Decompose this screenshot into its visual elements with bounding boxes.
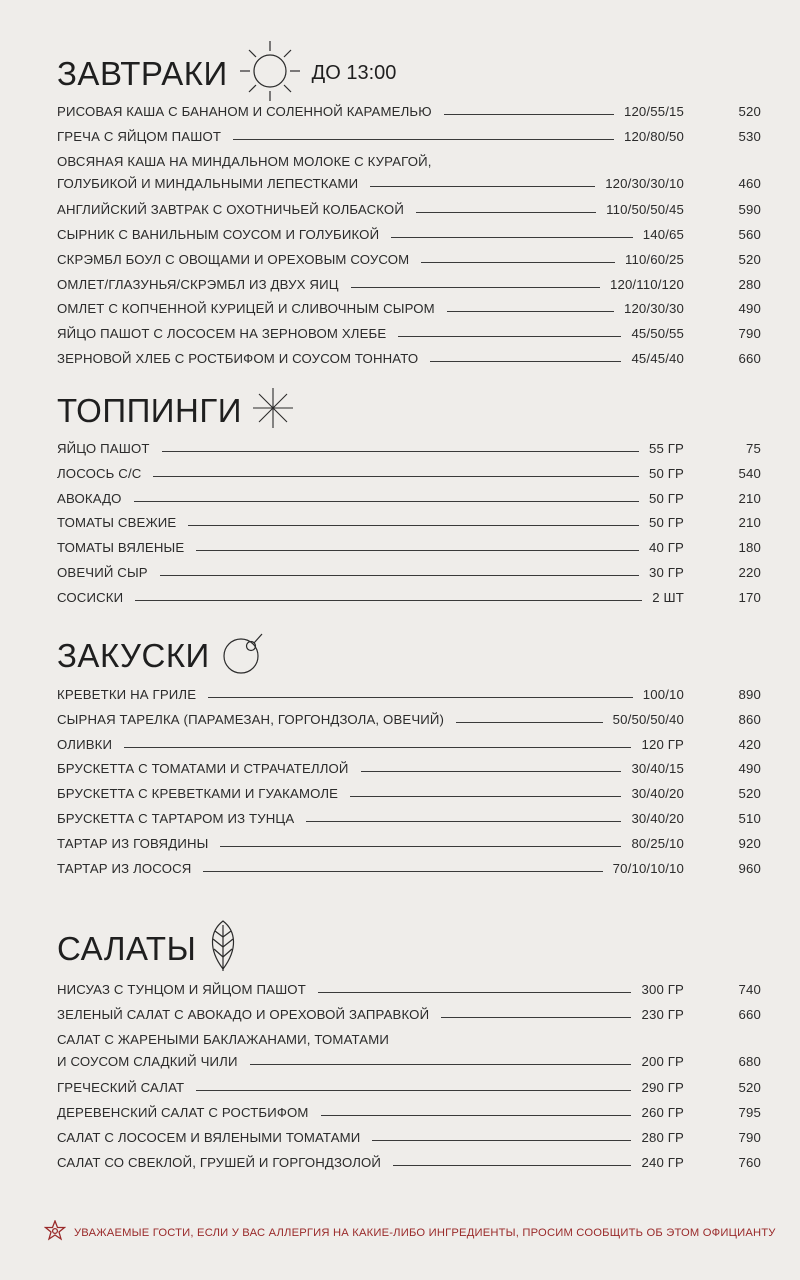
menu-item-name: СОСИСКИ — [57, 587, 129, 609]
dotted-leader — [188, 525, 639, 526]
menu-item — [57, 249, 761, 271]
dotted-leader — [233, 139, 614, 140]
menu-item-portion: 120/30/30 — [623, 301, 684, 317]
sparkle-icon — [252, 387, 294, 434]
menu-item-price: 960 — [738, 860, 761, 876]
dotted-leader — [430, 361, 621, 362]
menu-item-price: 560 — [738, 227, 761, 242]
menu-item-portion: 45/50/55 — [631, 326, 684, 342]
menu-item-price: 520 — [738, 104, 761, 119]
menu-item-price: 460 — [738, 175, 761, 191]
menu-item-name: ЗЕЛЕНЫЙ САЛАТ С АВОКАДО И ОРЕХОВОЙ ЗАПРАВКОЙ — [57, 1004, 435, 1026]
menu-item-price: 420 — [738, 736, 761, 752]
menu-item-name: ОВСЯНАЯ КАША НА МИНДАЛЬНОМ МОЛОКЕ С КУРАГОЙ, — [57, 151, 438, 173]
menu-item-name: ГРЕЧЕСКИЙ САЛАТ — [57, 1077, 190, 1099]
menu-item — [57, 348, 761, 370]
menu-item — [57, 274, 761, 296]
dotted-leader — [391, 237, 633, 238]
menu-item — [57, 858, 761, 880]
dotted-leader — [370, 186, 595, 187]
section-header — [57, 53, 396, 93]
menu-item — [57, 1102, 761, 1124]
section-note: ДО 13:00 — [311, 61, 397, 84]
menu-item-price: 740 — [738, 982, 761, 997]
menu-item-price: 520 — [738, 251, 761, 267]
menu-item-price: 790 — [738, 1129, 761, 1145]
menu-item — [57, 101, 761, 123]
menu-item-price: 790 — [738, 326, 761, 342]
menu-item — [57, 833, 761, 855]
dotted-leader — [208, 697, 633, 698]
menu-item-price: 170 — [738, 589, 761, 605]
menu-item-name: ОВЕЧИЙ СЫР — [57, 562, 154, 584]
menu-item-portion: 120/55/15 — [623, 104, 684, 119]
menu-item-portion: 260 ГР — [641, 1105, 684, 1120]
menu-item-price: 210 — [738, 490, 761, 506]
dotted-leader — [350, 796, 621, 797]
menu-item — [57, 979, 761, 1001]
menu-item-portion: 2 ШТ — [652, 589, 684, 605]
menu-item-name: ТОМАТЫ СВЕЖИЕ — [57, 512, 182, 534]
menu-item-portion: 140/65 — [642, 227, 684, 242]
section-header — [57, 635, 266, 675]
dotted-leader — [160, 575, 639, 576]
dotted-leader — [351, 287, 600, 288]
menu-item — [57, 709, 761, 731]
menu-item-price: 860 — [738, 711, 761, 727]
menu-item-name: РИСОВАЯ КАША С БАНАНОМ И СОЛЕННОЙ КАРАМЕЛЬЮ — [57, 101, 438, 123]
menu-item-price: 490 — [738, 761, 761, 777]
menu-item — [57, 1077, 761, 1099]
menu-item — [57, 783, 761, 805]
menu-item-name: ЛОСОСЬ С/С — [57, 463, 147, 485]
menu-item — [57, 1152, 761, 1174]
allergy-notice-text: УВАЖАЕМЫЕ ГОСТИ, ЕСЛИ У ВАС АЛЛЕРГИЯ НА КАКИЕ-ЛИБО ИНГРЕДИЕНТЫ, ПРОСИМ СООБЩИТЬ ОБ ЭТОМ ОФИЦИАНТУ — [74, 1226, 776, 1239]
menu-item-name: ГРЕЧА С ЯЙЦОМ ПАШОТ — [57, 126, 227, 148]
menu-item-price: 540 — [738, 465, 761, 481]
menu-item-portion: 45/45/40 — [631, 351, 684, 366]
dotted-leader — [398, 336, 621, 337]
menu-item-name: СКРЭМБЛ БОУЛ С ОВОЩАМИ И ОРЕХОВЫМ СОУСОМ — [57, 249, 415, 271]
menu-item-portion: 30/40/15 — [631, 761, 684, 777]
dotted-leader — [134, 501, 639, 502]
menu-item — [57, 734, 761, 756]
menu-item-portion: 70/10/10/10 — [612, 860, 684, 876]
menu-item-name: НИСУАЗ С ТУНЦОМ И ЯЙЦОМ ПАШОТ — [57, 979, 312, 1001]
menu-item-price: 180 — [738, 540, 761, 556]
menu-item-name: ЯЙЦО ПАШОТ С ЛОСОСЕМ НА ЗЕРНОВОМ ХЛЕБЕ — [57, 323, 392, 345]
dotted-leader — [444, 114, 614, 115]
menu-item-price: 760 — [738, 1154, 761, 1170]
menu-item — [57, 808, 761, 830]
menu-item-price: 280 — [738, 276, 761, 292]
menu-item-portion: 100/10 — [642, 687, 684, 702]
dotted-leader — [321, 1115, 632, 1116]
menu-item-price: 530 — [738, 128, 761, 144]
menu-item-name: БРУСКЕТТА С ТАРТАРОМ ИЗ ТУНЦА — [57, 808, 300, 830]
section-header — [57, 928, 240, 968]
menu-item-portion: 40 ГР — [648, 540, 684, 556]
section-title: ЗАВТРАКИ — [57, 54, 228, 92]
menu-item-name: САЛАТ С ЛОСОСЕМ И ВЯЛЕНЫМИ ТОМАТАМИ — [57, 1127, 366, 1149]
allergy-notice — [44, 1220, 776, 1245]
menu-item-name-line2: И СОУСОМ СЛАДКИЙ ЧИЛИ — [57, 1053, 238, 1069]
menu-item-price: 660 — [738, 1006, 761, 1022]
dotted-leader — [441, 1017, 631, 1018]
menu-item-price: 75 — [746, 441, 761, 456]
menu-item-portion: 110/50/50/45 — [606, 202, 684, 218]
menu-item-portion: 50/50/50/40 — [612, 711, 684, 727]
dotted-leader — [306, 821, 621, 822]
menu-item — [57, 758, 761, 780]
menu-item-name: ДЕРЕВЕНСКИЙ САЛАТ С РОСТБИФОМ — [57, 1102, 315, 1124]
dotted-leader — [421, 262, 615, 263]
menu-item-price: 890 — [738, 687, 761, 702]
menu-item-name: АВОКАДО — [57, 488, 128, 510]
menu-item — [57, 298, 761, 320]
menu-item-name: ОЛИВКИ — [57, 734, 118, 756]
menu-item — [57, 438, 761, 460]
dotted-leader — [196, 1090, 631, 1091]
menu-item-portion: 200 ГР — [641, 1053, 684, 1069]
menu-item-portion: 120/110/120 — [609, 276, 684, 292]
menu-item-name: ЗЕРНОВОЙ ХЛЕБ С РОСТБИФОМ И СОУСОМ ТОННАТО — [57, 348, 424, 370]
menu-item-name: САЛАТ С ЖАРЕНЫМИ БАКЛАЖАНАМИ, ТОМАТАМИ — [57, 1029, 395, 1051]
dotted-leader — [456, 722, 603, 723]
menu-item — [57, 488, 761, 510]
menu-item-portion: 30 ГР — [648, 565, 684, 580]
menu-item-portion: 30/40/20 — [631, 811, 684, 826]
dotted-leader — [124, 747, 631, 748]
olive-icon — [220, 630, 266, 681]
section-title: ТОППИНГИ — [57, 391, 242, 429]
menu-item — [57, 562, 761, 584]
menu-item — [57, 151, 761, 195]
dotted-leader — [203, 871, 602, 872]
section-title: САЛАТЫ — [57, 929, 197, 967]
menu-item — [57, 1127, 761, 1149]
menu-item — [57, 224, 761, 246]
dotted-leader — [393, 1165, 631, 1166]
menu-item-price: 795 — [738, 1105, 761, 1120]
menu-item-portion: 120/30/30/10 — [605, 175, 684, 191]
dotted-leader — [135, 600, 642, 601]
dotted-leader — [196, 550, 639, 551]
menu-item-portion: 290 ГР — [641, 1080, 684, 1096]
menu-item-portion: 55 ГР — [648, 441, 684, 456]
dotted-leader — [318, 992, 632, 993]
menu-item-name: ЯЙЦО ПАШОТ — [57, 438, 156, 460]
menu-item-name: АНГЛИЙСКИЙ ЗАВТРАК С ОХОТНИЧЬЕЙ КОЛБАСКОЙ — [57, 199, 410, 221]
menu-item — [57, 463, 761, 485]
menu-item — [57, 512, 761, 534]
menu-item-portion: 30/40/20 — [631, 786, 684, 802]
dotted-leader — [220, 846, 621, 847]
menu-item — [57, 199, 761, 221]
menu-item — [57, 587, 761, 609]
menu-item-portion: 50 ГР — [648, 515, 684, 531]
asterisk-star-icon — [44, 1220, 66, 1245]
section-title: ЗАКУСКИ — [57, 636, 210, 674]
menu-item-price: 520 — [738, 786, 761, 802]
dotted-leader — [447, 311, 614, 312]
menu-item-price: 510 — [738, 811, 761, 826]
menu-item-price: 210 — [738, 515, 761, 531]
menu-item-price: 220 — [738, 565, 761, 580]
menu-item — [57, 1004, 761, 1026]
menu-item-name: САЛАТ СО СВЕКЛОЙ, ГРУШЕЙ И ГОРГОНДЗОЛОЙ — [57, 1152, 387, 1174]
menu-item-name: БРУСКЕТТА С КРЕВЕТКАМИ И ГУАКАМОЛЕ — [57, 783, 344, 805]
menu-item-price: 920 — [738, 835, 761, 851]
menu-item-portion: 300 ГР — [641, 982, 684, 997]
menu-item-portion: 230 ГР — [641, 1006, 684, 1022]
menu-item-price: 680 — [738, 1053, 761, 1069]
menu-item-name: ТОМАТЫ ВЯЛЕНЫЕ — [57, 537, 190, 559]
sun-icon — [238, 39, 302, 108]
menu-item-name: ОМЛЕТ С КОПЧЕННОЙ КУРИЦЕЙ И СЛИВОЧНЫМ СЫРОМ — [57, 298, 441, 320]
menu-item-name: БРУСКЕТТА С ТОМАТАМИ И СТРАЧАТЕЛЛОЙ — [57, 758, 355, 780]
menu-item-portion: 240 ГР — [641, 1154, 684, 1170]
menu-item-name: ОМЛЕТ/ГЛАЗУНЬЯ/СКРЭМБЛ ИЗ ДВУХ ЯИЦ — [57, 274, 345, 296]
menu-item-price: 590 — [738, 202, 761, 218]
menu-item-name: СЫРНИК С ВАНИЛЬНЫМ СОУСОМ И ГОЛУБИКОЙ — [57, 224, 385, 246]
dotted-leader — [372, 1140, 631, 1141]
menu-item-price: 520 — [738, 1080, 761, 1096]
menu-item — [57, 126, 761, 148]
menu-item-portion: 110/60/25 — [624, 251, 684, 267]
menu-item — [57, 323, 761, 345]
menu-item-portion: 120/80/50 — [623, 128, 684, 144]
dotted-leader — [162, 451, 639, 452]
menu-item-price: 660 — [738, 351, 761, 366]
dotted-leader — [153, 476, 639, 477]
menu-item-portion: 50 ГР — [648, 465, 684, 481]
menu-item-name: ТАРТАР ИЗ ЛОСОСЯ — [57, 858, 197, 880]
dotted-leader — [416, 212, 596, 213]
menu-item — [57, 684, 761, 706]
menu-item — [57, 1029, 761, 1073]
menu-item-name: СЫРНАЯ ТАРЕЛКА (ПАРАМЕЗАН, ГОРГОНДЗОЛА, ОВЕЧИЙ) — [57, 709, 450, 731]
menu-item-portion: 120 ГР — [641, 736, 684, 752]
menu-item-portion: 80/25/10 — [631, 835, 684, 851]
menu-item-name-line2: ГОЛУБИКОЙ И МИНДАЛЬНЫМИ ЛЕПЕСТКАМИ — [57, 175, 359, 191]
dotted-leader — [250, 1064, 632, 1065]
section-header — [57, 390, 294, 430]
menu-item-portion: 50 ГР — [648, 490, 684, 506]
dotted-leader — [361, 771, 622, 772]
menu-item — [57, 537, 761, 559]
leaf-icon — [206, 919, 240, 978]
menu-item-price: 490 — [738, 301, 761, 317]
menu-item-name: КРЕВЕТКИ НА ГРИЛЕ — [57, 684, 202, 706]
menu-item-name: ТАРТАР ИЗ ГОВЯДИНЫ — [57, 833, 214, 855]
menu-item-portion: 280 ГР — [641, 1129, 684, 1145]
